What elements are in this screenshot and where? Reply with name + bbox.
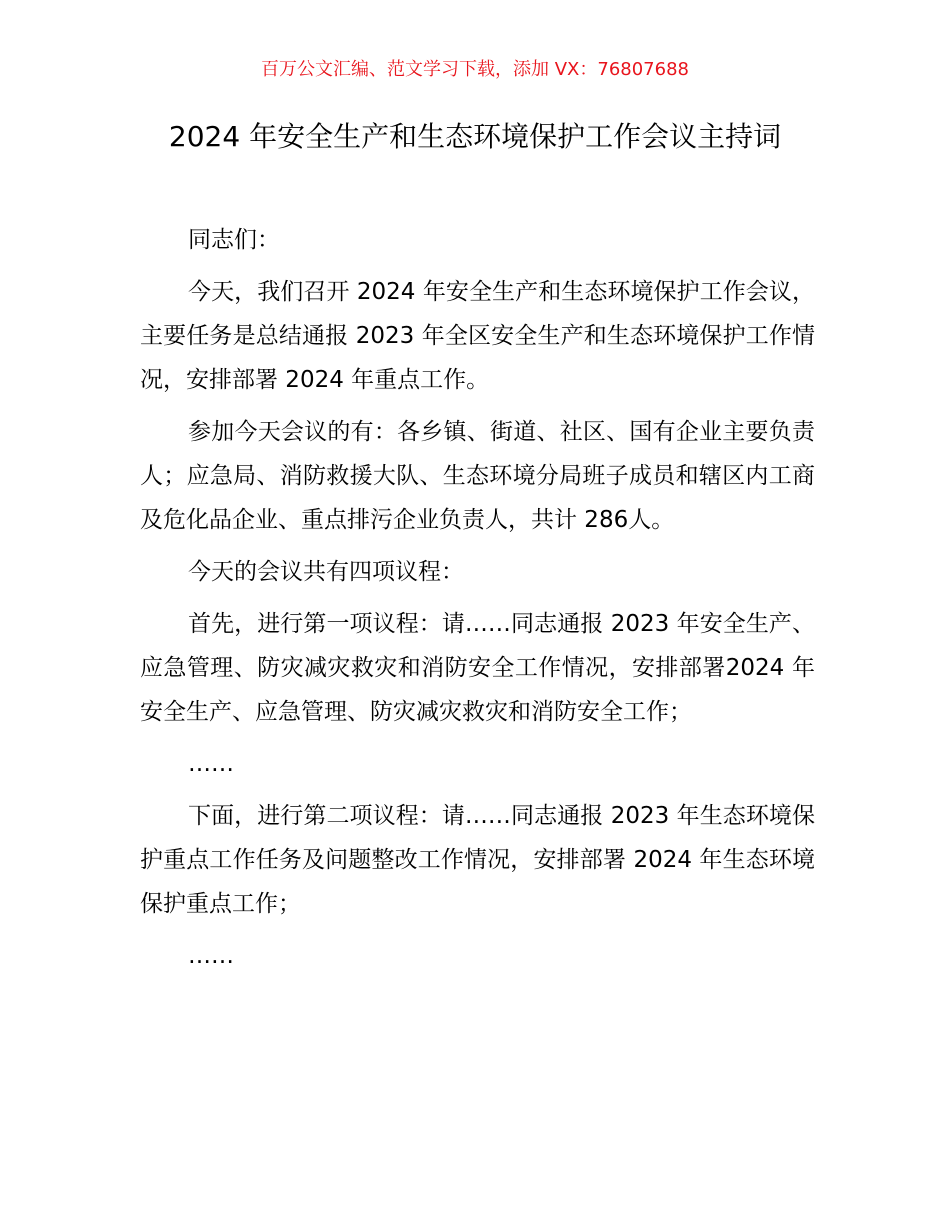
- agenda-item-2-paragraph: 下面，进行第二项议程：请……同志通报 2023 年生态环境保护重点工作任务及问题整改工作情况，安排部署 2024 年生态环境保护重点工作；: [140, 803, 815, 917]
- salutation-paragraph: 同志们：: [188, 227, 280, 253]
- agenda-item-1-paragraph: 首先，进行第一项议程：请……同志通报 2023 年安全生产、应急管理、防灾减灾救灾和消防安全工作情况，安排部署2024 年安全生产、应急管理、防灾减灾救灾和消防安全工作；: [140, 611, 815, 725]
- document-body: [140, 218, 815, 986]
- ellipsis-paragraph: ……: [188, 943, 234, 969]
- promo-header-note: 百万公文汇编、范文学习下载，添加 VX：76807688: [261, 59, 689, 80]
- agenda-intro-paragraph: 今天的会议共有四项议程：: [188, 559, 464, 585]
- document-title: 2024 年安全生产和生态环境保护工作会议主持词: [168, 120, 782, 153]
- attendees-paragraph: 参加今天会议的有：各乡镇、街道、社区、国有企业主要负责人；应急局、消防救援大队、生态环境分局班子成员和辖区内工商及危化品企业、重点排污企业负责人，共计 286人。: [140, 419, 815, 533]
- intro-paragraph: 今天，我们召开 2024 年安全生产和生态环境保护工作会议，主要任务是总结通报 2023 年全区安全生产和生态环境保护工作情况，安排部署 2024 年重点工作。: [140, 279, 815, 393]
- ellipsis-paragraph: ……: [188, 751, 234, 777]
